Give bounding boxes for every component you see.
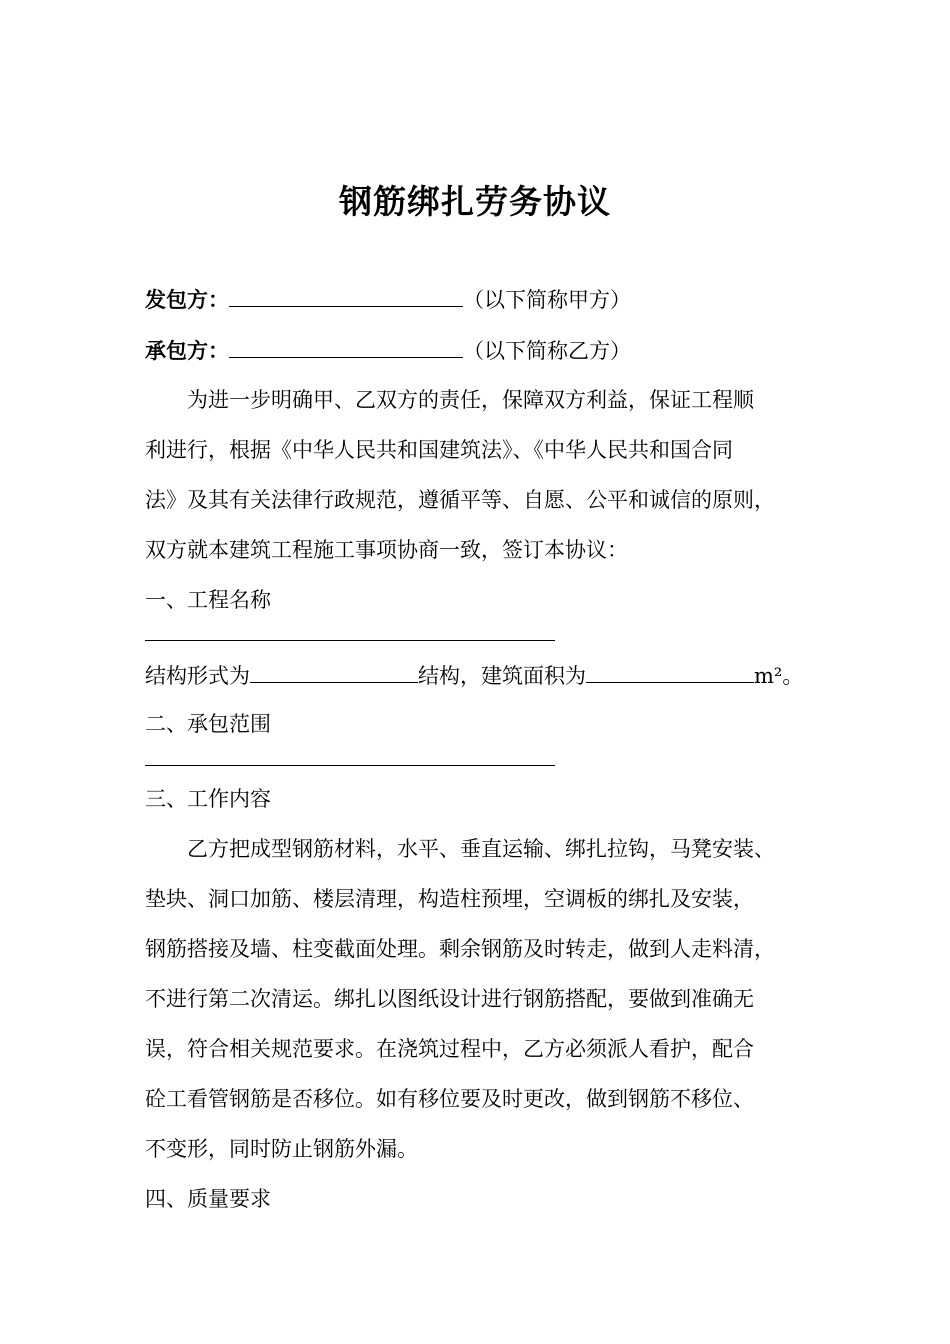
party-a-line (145, 284, 631, 315)
floor-area-blank (586, 660, 754, 683)
scope-blank (145, 765, 555, 766)
section-4-heading: 四、质量要求 (145, 1187, 271, 1211)
section-1-heading: 一、工程名称 (145, 588, 271, 612)
section-3-line-4: 不进行第二次清运。绑扎以图纸设计进行钢筋搭配，要做到准确无 (145, 987, 754, 1011)
structure-mid: 结构，建筑面积为 (418, 664, 586, 688)
party-b-label: 承包方： (145, 339, 229, 363)
section-3-line-1: 乙方把成型钢筋材料，水平、垂直运输、绑扎拉钩，马凳安装、 (187, 837, 775, 861)
section-3-line-3: 钢筋搭接及墙、柱变截面处理。剩余钢筋及时转走，做到人走料清， (145, 937, 775, 961)
intro-line-2: 利进行，根据《中华人民共和国建筑法》、《中华人民共和国合同 (145, 438, 733, 462)
section-2-heading: 二、承包范围 (145, 712, 271, 736)
party-a-label: 发包方： (145, 288, 229, 312)
section-3-line-7: 不变形，同时防止钢筋外漏。 (145, 1137, 418, 1161)
structure-prefix: 结构形式为 (145, 664, 250, 688)
intro-line-4: 双方就本建筑工程施工事项协商一致，签订本协议： (145, 538, 628, 562)
structure-suffix: m²。 (754, 664, 804, 688)
project-name-blank (145, 640, 555, 641)
document-title: 钢筋绑扎劳务协议 (339, 182, 611, 221)
section-3-line-5: 误，符合相关规范要求。在浇筑过程中，乙方必须派人看护，配合 (145, 1037, 754, 1061)
section-3-line-6: 砼工看管钢筋是否移位。如有移位要及时更改，做到钢筋不移位、 (145, 1087, 754, 1111)
structure-line (145, 660, 803, 691)
structure-type-blank (250, 660, 418, 683)
party-a-blank (229, 284, 463, 307)
party-b-blank (229, 335, 463, 358)
party-a-note: （以下简称甲方） (463, 288, 631, 312)
party-b-line (145, 335, 631, 366)
section-3-line-2: 垫块、洞口加筋、楼层清理，构造柱预埋，空调板的绑扎及安装， (145, 887, 754, 911)
intro-line-1: 为进一步明确甲、乙双方的责任，保障双方利益，保证工程顺 (187, 388, 754, 412)
intro-line-3: 法》及其有关法律行政规范，遵循平等、自愿、公平和诚信的原则， (145, 488, 775, 512)
party-b-note: （以下简称乙方） (463, 339, 631, 363)
section-3-heading: 三、工作内容 (145, 787, 271, 811)
